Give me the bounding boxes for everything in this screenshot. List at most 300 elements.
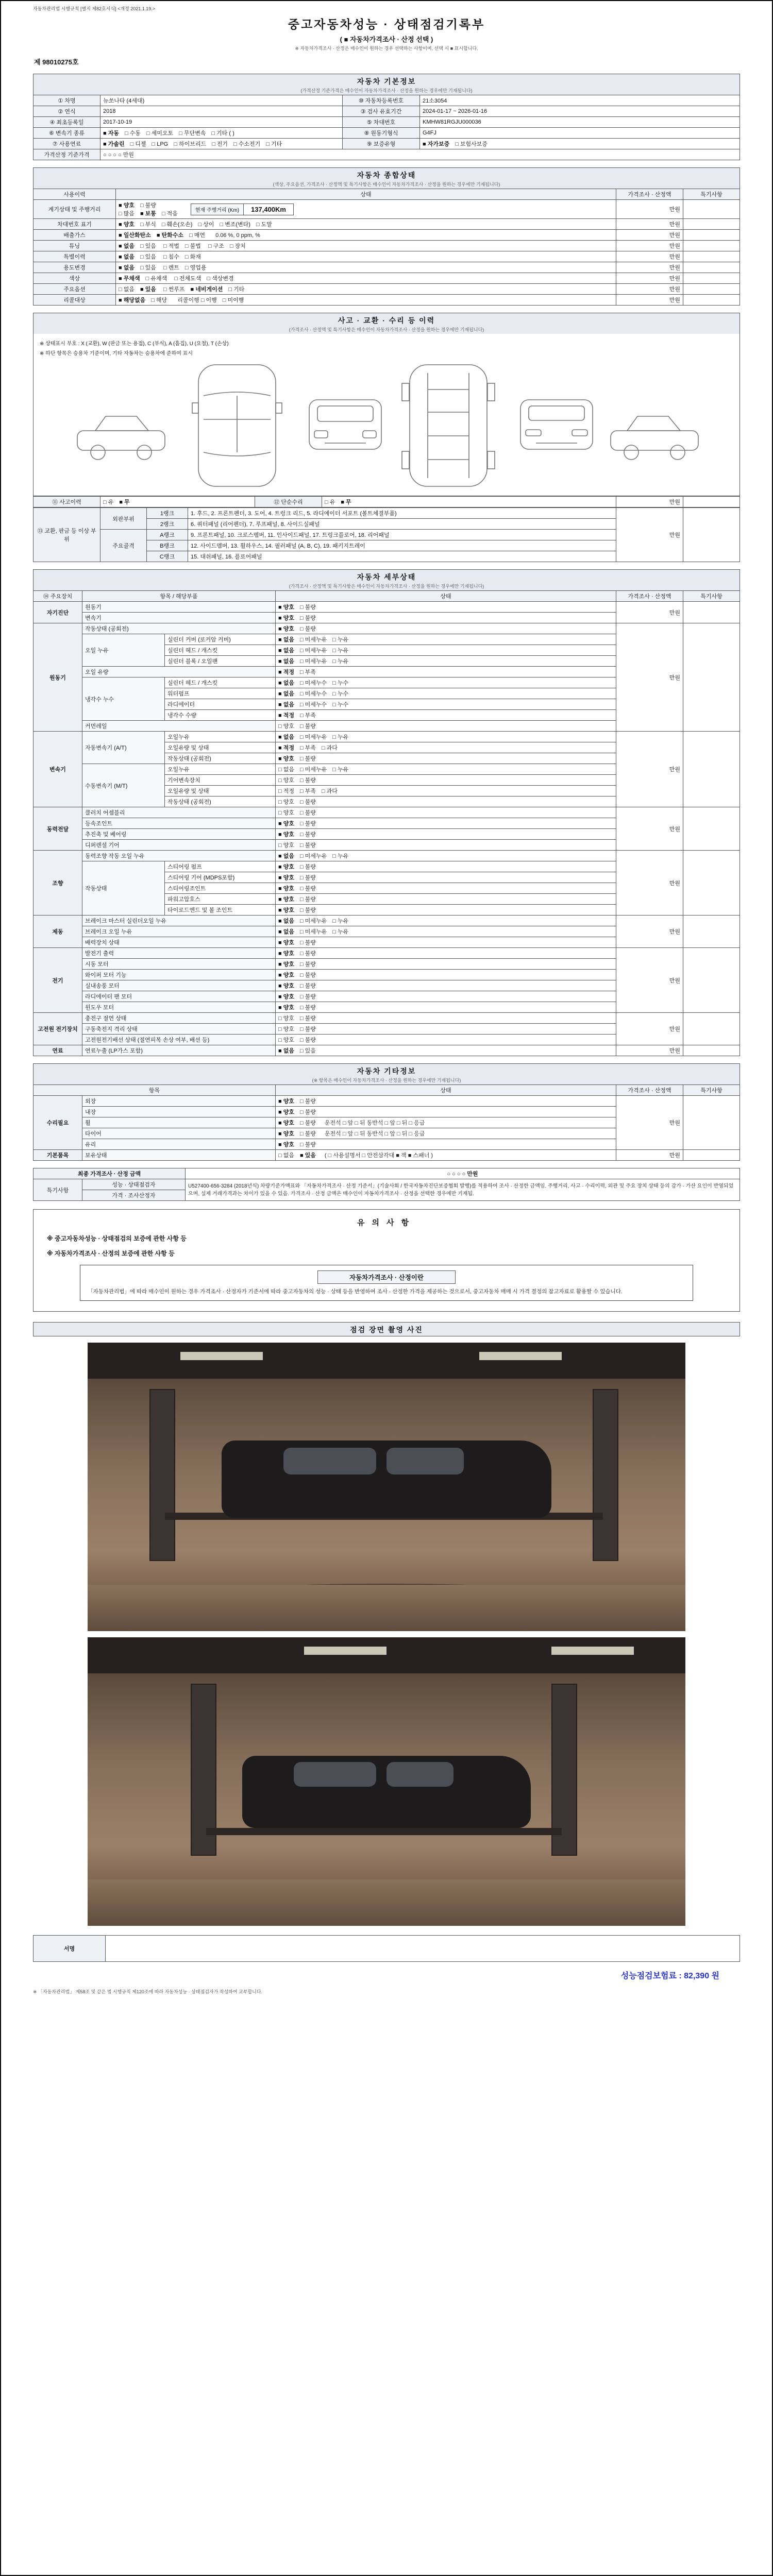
panel-section-label: ⑬ 교환, 판금 등 이상 부위: [33, 508, 100, 562]
vin-mark-label: 차대번호 표기: [33, 219, 116, 230]
status-checks[interactable]: [276, 980, 616, 991]
status-checks[interactable]: [276, 613, 616, 623]
status-checks[interactable]: [276, 926, 616, 937]
checkbox-unchecked[interactable]: □ 미세누유: [299, 929, 327, 935]
accident-history-label: ⑪ 사고이력: [33, 497, 100, 507]
checkbox-unchecked[interactable]: □ 불량: [299, 994, 316, 1000]
usage-change-row: [33, 262, 740, 273]
special-checks-1[interactable]: [119, 254, 162, 260]
checkbox-unchecked[interactable]: □ 적법: [163, 243, 179, 249]
checkbox-unchecked[interactable]: □ 화재: [184, 254, 201, 260]
checkbox-unchecked[interactable]: □ 기타: [228, 286, 245, 293]
checkbox-unchecked[interactable]: □ 썬루프: [163, 286, 185, 293]
subitem-label: 오일누유: [165, 764, 276, 775]
checkbox-checked[interactable]: ■ 자가보증: [423, 141, 450, 147]
status-checks[interactable]: [276, 688, 616, 699]
simple-repair-label: ⑫ 단순수리: [255, 497, 322, 507]
rank-label: 1랭크: [147, 508, 188, 519]
checkbox-checked[interactable]: ■ 없음: [119, 254, 135, 260]
checkbox-unchecked[interactable]: □ 누유: [332, 734, 349, 740]
checkbox-checked[interactable]: ■ 없음: [278, 637, 294, 643]
col-note: 특기사항: [683, 1085, 740, 1096]
status-checks[interactable]: [276, 699, 616, 710]
checkbox-checked[interactable]: ■ 양호: [278, 1142, 294, 1148]
checkbox-unchecked[interactable]: □ 상이: [198, 222, 214, 228]
checkbox-unchecked[interactable]: □ 양호: [278, 1015, 294, 1022]
note-cell: [683, 273, 740, 284]
tuning-state: [116, 241, 616, 251]
checkbox-unchecked[interactable]: □ 렌트: [163, 265, 179, 271]
status-checks[interactable]: [276, 1045, 616, 1056]
item-label: 고전원전기배선 상태 (절연피복 손상 여부, 배선 등): [82, 1035, 276, 1045]
emission-state: [116, 230, 616, 241]
checkbox-unchecked[interactable]: □ 불량: [299, 983, 316, 989]
price-cell: 만원: [616, 1045, 683, 1056]
photo-ceiling: [88, 1637, 685, 1673]
appraiser-label: 가격 · 조사산정자: [82, 1190, 186, 1201]
note-cell: [683, 508, 740, 562]
col-state: 상태: [276, 1085, 616, 1096]
checkbox-unchecked[interactable]: □ 과다: [321, 788, 338, 794]
checkbox-unchecked[interactable]: □ 불량: [299, 896, 316, 903]
checkbox-unchecked[interactable]: □ 부족: [299, 788, 316, 794]
status-checks[interactable]: [276, 905, 616, 916]
recall-checks-2[interactable]: [201, 297, 250, 303]
checkbox-unchecked[interactable]: □ 양호: [278, 799, 294, 805]
checkbox-unchecked[interactable]: □ 유: [325, 499, 335, 505]
checkbox-unchecked[interactable]: □ 무단변속: [179, 130, 206, 137]
price-cell: 만원: [616, 230, 683, 241]
options-label: 주요옵션: [33, 284, 116, 295]
options-checks-2[interactable]: [163, 286, 250, 293]
checkbox-unchecked[interactable]: □ 미이행: [222, 297, 244, 303]
checkbox-unchecked[interactable]: □ 없음: [278, 767, 294, 773]
status-checks[interactable]: [276, 710, 616, 721]
usage-checks-1[interactable]: [119, 265, 162, 271]
checkbox-checked[interactable]: ■ 없음: [278, 734, 294, 740]
checkbox-checked[interactable]: ■ 있음: [299, 1153, 316, 1159]
vin-mark-checks[interactable]: [116, 219, 616, 230]
checkbox-checked[interactable]: ■ 양호: [278, 875, 294, 881]
checkbox-checked[interactable]: ■ 없음: [278, 648, 294, 654]
status-checks[interactable]: [276, 840, 616, 851]
checkbox-unchecked[interactable]: □ 불량: [299, 951, 316, 957]
checkbox-checked[interactable]: ■ 해당없음: [119, 297, 146, 303]
checkbox-checked[interactable]: ■ 양호: [278, 896, 294, 903]
special-checks-2[interactable]: [163, 254, 207, 260]
checkbox-unchecked[interactable]: □ 부족: [299, 713, 316, 719]
checkbox-unchecked[interactable]: □ 불법: [184, 243, 201, 249]
checkbox-checked[interactable]: ■ 양호: [278, 1005, 294, 1011]
checkbox-checked[interactable]: ■ 없음: [278, 853, 294, 859]
checkbox-unchecked[interactable]: □ 불량: [299, 1131, 316, 1137]
checkbox-unchecked[interactable]: □ 불량: [299, 1098, 316, 1105]
checkbox-checked[interactable]: ■ 양호: [278, 1098, 294, 1105]
checkbox-unchecked[interactable]: □ 침수: [163, 254, 179, 260]
checkbox-unchecked[interactable]: □ 불량: [299, 886, 316, 892]
checkbox-unchecked[interactable]: □ 미세누수: [299, 691, 327, 697]
checkbox-unchecked[interactable]: □ 있음: [140, 254, 156, 260]
checkbox-unchecked[interactable]: □ 세미오토: [146, 130, 174, 137]
checkbox-unchecked[interactable]: □ 미세누수: [299, 702, 327, 708]
item-label: 휠: [82, 1117, 276, 1128]
checkbox-checked[interactable]: ■ 양호: [119, 202, 135, 209]
checkbox-checked[interactable]: ■ 자동: [103, 130, 119, 137]
options-checks-1[interactable]: [119, 286, 162, 293]
checkbox-unchecked[interactable]: □ 불량: [299, 615, 316, 621]
checkbox-checked[interactable]: ■ 무: [119, 499, 130, 505]
note-cell: [683, 916, 740, 948]
color-checks-1[interactable]: [119, 276, 173, 282]
table-row: [33, 128, 740, 139]
checkbox-unchecked[interactable]: □ 부식: [140, 222, 156, 228]
checkbox-unchecked[interactable]: □ 미세누유: [299, 767, 327, 773]
checkbox-checked[interactable]: ■ 양호: [278, 907, 294, 913]
item-label: 내장: [82, 1107, 276, 1117]
status-checks[interactable]: [276, 829, 616, 840]
status-checks[interactable]: [276, 753, 616, 764]
status-checks[interactable]: [276, 1096, 616, 1107]
status-checks[interactable]: [276, 1024, 616, 1035]
status-checks[interactable]: [276, 623, 616, 634]
checkbox-unchecked[interactable]: □ 장치: [229, 243, 246, 249]
checkbox-unchecked[interactable]: □ 불량: [299, 940, 316, 946]
checkbox-unchecked[interactable]: □ 전체도색: [174, 276, 201, 282]
checkbox-unchecked[interactable]: □ 과다: [321, 745, 338, 751]
item-label: 보유상태: [82, 1150, 276, 1161]
checkbox-unchecked[interactable]: □ 기타: [266, 141, 282, 147]
status-checks[interactable]: [276, 796, 616, 807]
checkbox-checked[interactable]: ■ 양호: [278, 821, 294, 827]
checkbox-unchecked[interactable]: □ 미세누유: [299, 648, 327, 654]
checkbox-unchecked[interactable]: □ 보험사보증: [455, 141, 488, 147]
checkbox-checked[interactable]: ■ 없음: [278, 929, 294, 935]
checkbox-unchecked[interactable]: □ 누유: [332, 648, 349, 654]
checkbox-unchecked[interactable]: □ 해당: [151, 297, 167, 303]
rank-label: A랭크: [147, 530, 188, 540]
status-checks[interactable]: [276, 677, 616, 688]
checkbox-unchecked[interactable]: □ 불량: [299, 961, 316, 968]
checkbox-unchecked[interactable]: □ 불량: [299, 907, 316, 913]
checkbox-unchecked[interactable]: □ 불량: [299, 756, 316, 762]
checkbox-checked[interactable]: ■ 양호: [278, 983, 294, 989]
odometer-label: 현재 주행거리 (Km): [191, 204, 244, 215]
checkbox-unchecked[interactable]: □ 많음: [119, 211, 135, 217]
checkbox-unchecked[interactable]: □ 부족: [299, 669, 316, 675]
checkbox-unchecked[interactable]: □ 하이브리드: [174, 141, 207, 147]
mileage-amount-checks[interactable]: [119, 211, 183, 217]
checkbox-unchecked[interactable]: □ 불량: [299, 1026, 316, 1032]
status-checks[interactable]: [276, 1002, 616, 1013]
checkbox-checked[interactable]: ■ 양호: [278, 961, 294, 968]
status-checks[interactable]: [276, 1117, 616, 1128]
status-checks[interactable]: [276, 851, 616, 861]
checkbox-checked[interactable]: ■ 적정: [278, 669, 294, 675]
status-checks[interactable]: [276, 970, 616, 980]
status-checks[interactable]: [276, 872, 616, 883]
checkbox-unchecked[interactable]: □ 누유: [332, 853, 349, 859]
checkbox-checked[interactable]: ■ 양호: [278, 1120, 294, 1126]
status-checks[interactable]: [276, 786, 616, 796]
checkbox-unchecked[interactable]: □ 불량: [299, 626, 316, 632]
section-etc-note: (※ 항목은 매수인이 자동차가격조사 · 산정을 원하는 경우에만 기재됩니다): [312, 1078, 461, 1083]
emission-checks[interactable]: [119, 232, 211, 239]
item-label: 오일 누유: [82, 634, 165, 667]
checkbox-checked[interactable]: ■ 양호: [278, 832, 294, 838]
checkbox-unchecked[interactable]: □ 불량: [299, 1142, 316, 1148]
status-checks[interactable]: [276, 916, 616, 926]
accident-history-checks[interactable]: [100, 497, 255, 507]
recall-row: [33, 295, 740, 306]
checkbox-unchecked[interactable]: □ 미세누유: [299, 734, 327, 740]
usage-checks-2[interactable]: [163, 265, 212, 271]
car-side-view-right: [611, 416, 698, 460]
recall-checks-1[interactable]: [119, 297, 173, 303]
status-checks[interactable]: [276, 602, 616, 613]
checkbox-unchecked[interactable]: □ 있음: [299, 1048, 316, 1054]
tuning-checks-1[interactable]: [119, 243, 162, 249]
status-checks[interactable]: [276, 807, 616, 818]
status-checks[interactable]: [276, 1139, 616, 1150]
notices-title: 유의사항: [357, 1218, 416, 1227]
checkbox-unchecked[interactable]: □ 불량: [299, 875, 316, 881]
status-checks[interactable]: [276, 1013, 616, 1024]
checkbox-checked[interactable]: ■ 양호: [278, 604, 294, 611]
checkbox-unchecked[interactable]: □ 불량: [299, 604, 316, 611]
checkbox-checked[interactable]: ■ 보통: [140, 211, 156, 217]
checkbox-checked[interactable]: ■ 탄화수소: [156, 232, 184, 239]
status-checks[interactable]: [276, 732, 616, 742]
checkbox-unchecked[interactable]: □ 누수: [332, 691, 349, 697]
checkbox-unchecked[interactable]: □ 미세누수: [299, 680, 327, 686]
status-checks[interactable]: [276, 634, 616, 645]
tuning-checks-2[interactable]: [163, 243, 207, 249]
checkbox-unchecked[interactable]: □ 미세누유: [299, 918, 327, 924]
status-checks[interactable]: [276, 937, 616, 948]
checkbox-checked[interactable]: ■ 가솔린: [103, 141, 125, 147]
checkbox-checked[interactable]: ■ 없음: [278, 918, 294, 924]
reg-no-value: 21소3054: [420, 95, 740, 106]
status-checks[interactable]: [276, 883, 616, 894]
checkbox-checked[interactable]: ■ 없음: [278, 702, 294, 708]
checkbox-unchecked[interactable]: □ 양호: [278, 723, 294, 730]
checkbox-unchecked[interactable]: □ 적정: [278, 788, 294, 794]
notices-box: [33, 1209, 740, 1312]
checkbox-unchecked[interactable]: □ 적음: [161, 211, 178, 217]
checkbox-checked[interactable]: ■ 양호: [119, 222, 135, 228]
status-checks[interactable]: [276, 645, 616, 656]
checkbox-checked[interactable]: ■ 양호: [278, 951, 294, 957]
checkbox-unchecked[interactable]: □ 영업용: [184, 265, 207, 271]
checkbox-checked[interactable]: ■ 양호: [278, 886, 294, 892]
checkbox-unchecked[interactable]: □ 미세누유: [299, 637, 327, 643]
status-checks[interactable]: [276, 991, 616, 1002]
checkbox-unchecked[interactable]: □ 색상변경: [207, 276, 234, 282]
checkbox-checked[interactable]: ■ 네비게이션: [190, 286, 223, 293]
checkbox-unchecked[interactable]: □ 있음: [140, 243, 156, 249]
checkbox-checked[interactable]: ■ 적정: [278, 713, 294, 719]
signature-table: [33, 1935, 740, 1962]
checkbox-unchecked[interactable]: □ 불량: [299, 799, 316, 805]
status-checks[interactable]: [276, 721, 616, 732]
checkbox-unchecked[interactable]: □ 누유: [332, 929, 349, 935]
checkbox-unchecked[interactable]: □ 기타 ( ): [211, 130, 234, 137]
status-checks[interactable]: [276, 1128, 616, 1139]
price-cell: 만원: [616, 948, 683, 1013]
color-checks-2[interactable]: [174, 276, 239, 282]
status-checks[interactable]: [276, 1150, 616, 1161]
checkbox-unchecked[interactable]: □ 누유: [332, 637, 349, 643]
status-checks[interactable]: [276, 667, 616, 677]
checkbox-unchecked[interactable]: □ 없음: [278, 1153, 294, 1159]
lift-arm: [206, 1828, 562, 1835]
checkbox-unchecked[interactable]: □ 이행: [200, 297, 217, 303]
checkbox-unchecked[interactable]: □ 양호: [278, 777, 294, 784]
checkbox-unchecked[interactable]: □ 불량: [299, 832, 316, 838]
checkbox-checked[interactable]: ■ 양호: [278, 1131, 294, 1137]
checkbox-unchecked[interactable]: □ 불량: [299, 1005, 316, 1011]
subitem-label: 라디에이터: [165, 699, 276, 710]
item-label: 클러치 어셈블리: [82, 807, 276, 818]
status-checks[interactable]: [276, 1035, 616, 1045]
checkbox-unchecked[interactable]: □ 수동: [124, 130, 141, 137]
checkbox-unchecked[interactable]: □ 불량: [299, 810, 316, 816]
device-label: 동력전달: [33, 807, 82, 851]
checkbox-unchecked[interactable]: □ 불량: [140, 202, 156, 209]
checkbox-unchecked[interactable]: □ 불량: [299, 1037, 316, 1043]
checkbox-unchecked[interactable]: □ 있음: [140, 265, 156, 271]
checkbox-unchecked[interactable]: □ 양호: [278, 1026, 294, 1032]
warranty-type-checks[interactable]: [420, 139, 740, 149]
checkbox-unchecked[interactable]: □ 부족: [299, 745, 316, 751]
checkbox-unchecked[interactable]: □ LPG: [152, 141, 169, 147]
transmission-checks[interactable]: [100, 128, 343, 139]
checkbox-unchecked[interactable]: □ 양호: [278, 1037, 294, 1043]
status-checks[interactable]: [276, 775, 616, 786]
checkbox-checked[interactable]: ■ 없음: [278, 691, 294, 697]
checkbox-unchecked[interactable]: □ 미세누유: [299, 658, 327, 665]
col-item: 항목: [33, 1085, 276, 1096]
checkbox-unchecked[interactable]: □ 양호: [278, 842, 294, 849]
rank-label: 2랭크: [147, 519, 188, 530]
checkbox-unchecked[interactable]: □ 양호: [278, 810, 294, 816]
checkbox-unchecked[interactable]: □ 변조(변타): [220, 222, 250, 228]
checkbox-checked[interactable]: ■ 양호: [278, 940, 294, 946]
status-checks[interactable]: [276, 861, 616, 872]
checkbox-checked[interactable]: ■ 없음: [278, 1048, 294, 1054]
checkbox-checked[interactable]: ■ 양호: [278, 994, 294, 1000]
accident-diagram-area: [33, 334, 740, 496]
checkbox-checked[interactable]: ■ 양호: [278, 1109, 294, 1115]
subitem-label: 작동상태 (공회전): [165, 796, 276, 807]
checkbox-checked[interactable]: ■ 있음: [140, 286, 156, 293]
price-cell: 만원: [616, 1013, 683, 1045]
checkbox-unchecked[interactable]: □ 불량: [299, 777, 316, 784]
car-name-value: 뉴쏘나타 (4세대): [100, 95, 343, 106]
checkbox-checked[interactable]: ■ 무: [341, 499, 351, 505]
checkbox-unchecked[interactable]: □ 누수: [332, 702, 349, 708]
checkbox-unchecked[interactable]: □ 누수: [332, 680, 349, 686]
options-row: [33, 284, 740, 295]
checkbox-checked[interactable]: ■ 양호: [278, 615, 294, 621]
checkbox-checked[interactable]: ■ 양호: [278, 756, 294, 762]
checkbox-checked[interactable]: ■ 적정: [278, 745, 294, 751]
checkbox-unchecked[interactable]: □ 매연: [189, 232, 206, 239]
checkbox-unchecked[interactable]: □ 불량: [299, 864, 316, 870]
final-price-table: [33, 1168, 740, 1201]
signature-field[interactable]: [106, 1935, 740, 1961]
status-checks[interactable]: [276, 764, 616, 775]
checkbox-unchecked[interactable]: □ 누유: [332, 918, 349, 924]
checkbox-unchecked[interactable]: □ 누유: [332, 658, 349, 665]
checkbox-unchecked[interactable]: □ 누유: [332, 767, 349, 773]
checkbox-unchecked[interactable]: □ 디젤: [130, 141, 146, 147]
checkbox-checked[interactable]: ■ 없음: [278, 658, 294, 665]
checkbox-checked[interactable]: ■ 양호: [278, 626, 294, 632]
checkbox-unchecked[interactable]: □ 불량: [299, 972, 316, 978]
checkbox-unchecked[interactable]: □ 미세누유: [299, 853, 327, 859]
status-checks[interactable]: [276, 948, 616, 959]
checkbox-unchecked[interactable]: □ 수소전기: [233, 141, 261, 147]
checkbox-unchecked[interactable]: □ 훼손(오손): [161, 222, 193, 228]
checkbox-unchecked[interactable]: □ 불량: [299, 821, 316, 827]
checkbox-unchecked[interactable]: □ 불량: [299, 1015, 316, 1022]
tuning-checks-3[interactable]: [208, 243, 251, 249]
fuel-checks[interactable]: [100, 139, 343, 149]
inspection-valid-value: 2024-01-17 ~ 2026-01-16: [420, 106, 740, 117]
checkbox-checked[interactable]: ■ 양호: [278, 864, 294, 870]
checkbox-unchecked[interactable]: □ 불량: [299, 723, 316, 730]
status-checks[interactable]: [276, 742, 616, 753]
checkbox-checked[interactable]: ■ 양호: [278, 972, 294, 978]
gauge-checks[interactable]: [119, 202, 162, 209]
checkbox-checked[interactable]: ■ 없음: [119, 265, 135, 271]
note-cell: [683, 284, 740, 295]
checkbox-checked[interactable]: ■ 없음: [278, 680, 294, 686]
status-checks[interactable]: [276, 894, 616, 905]
checkbox-unchecked[interactable]: □ 불량: [299, 1120, 316, 1126]
status-checks[interactable]: [276, 1107, 616, 1117]
checkbox-unchecked[interactable]: □ 구조: [208, 243, 224, 249]
item-label: 등속조인트: [82, 818, 276, 829]
checkbox-checked[interactable]: ■ 무채색: [119, 276, 140, 282]
checkbox-unchecked[interactable]: □ 유: [103, 499, 114, 505]
outer-panel-label: 외판부위: [100, 508, 147, 530]
status-checks[interactable]: [276, 959, 616, 970]
panel-rank-row: [33, 508, 740, 519]
table-row: [33, 916, 740, 926]
checkbox-unchecked[interactable]: □ 없음: [119, 286, 135, 293]
engine-type-value: G4FJ: [420, 128, 740, 139]
checkbox-unchecked[interactable]: □ 도말: [256, 222, 272, 228]
checkbox-checked[interactable]: ■ 일산화탄소: [119, 232, 151, 239]
section-comp-note: (색상, 주요옵션, 가격조사 · 산정액 및 특기사항은 매수인이 자동차가격조사 · 산정을 원하는 경우에만 기재됩니다): [273, 182, 500, 187]
item-label: 원동기: [82, 602, 276, 613]
item-label: 타이어: [82, 1128, 276, 1139]
simple-repair-checks[interactable]: [322, 497, 616, 507]
status-checks[interactable]: [276, 656, 616, 667]
recall-state: [116, 295, 616, 306]
car-front-view: [309, 400, 381, 449]
checkbox-unchecked[interactable]: □ 유채색: [145, 276, 167, 282]
checkbox-checked[interactable]: ■ 없음: [119, 243, 135, 249]
mileage-label: 계기상태 및 주행거리: [33, 200, 116, 219]
status-checks[interactable]: [276, 818, 616, 829]
col-price: 가격조사 · 산정액: [616, 189, 683, 200]
checkbox-unchecked[interactable]: □ 불량: [299, 842, 316, 849]
checkbox-unchecked[interactable]: □ 전기: [212, 141, 228, 147]
checkbox-unchecked[interactable]: □ 불량: [299, 1109, 316, 1115]
